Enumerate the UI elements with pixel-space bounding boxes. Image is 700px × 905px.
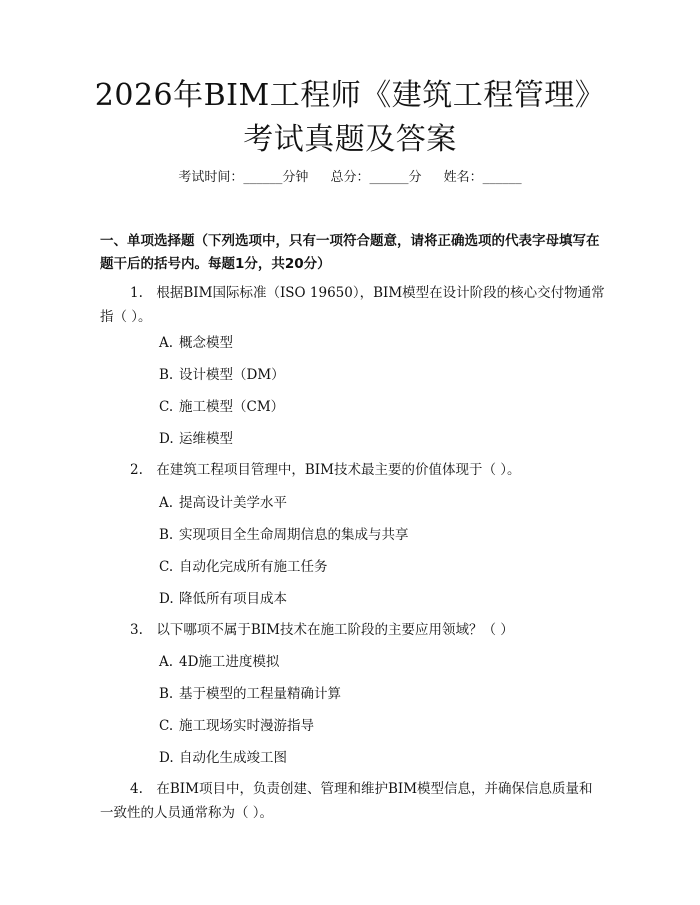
question-stem: 2. 在建筑工程项目管理中，BIM技术最主要的价值体现于（ ）。	[130, 462, 521, 478]
option-letter: A.	[159, 654, 174, 670]
answer-option[interactable]	[159, 589, 287, 609]
option-text: 设计模型（DM）	[179, 367, 285, 383]
answer-option[interactable]	[159, 748, 287, 768]
option-letter: B.	[159, 367, 174, 383]
name-field: 姓名：______	[443, 170, 522, 185]
question-stem: 1. 根据BIM国际标准（ISO 19650），BIM模型在设计阶段的核心交付物通常指（ ）。	[100, 285, 605, 325]
total-score-field: 总分：______分	[330, 170, 422, 185]
answer-option[interactable]	[159, 652, 279, 672]
page-title: 2026年BIM工程师《建筑工程管理》考试真题及答案	[94, 78, 606, 157]
option-text: 概念模型	[179, 335, 233, 351]
option-text: 自动化生成竣工图	[179, 750, 287, 766]
answer-option[interactable]	[159, 716, 314, 736]
option-text: 提高设计美学水平	[179, 495, 287, 511]
exam-time-field: 考试时间：______分钟	[178, 170, 309, 185]
option-letter: C.	[159, 559, 174, 575]
option-letter: C.	[159, 399, 174, 415]
option-letter: D.	[159, 431, 174, 447]
option-letter: D.	[159, 591, 174, 607]
answer-option[interactable]	[159, 684, 341, 704]
answer-option[interactable]	[159, 365, 285, 385]
answer-option[interactable]	[159, 525, 409, 545]
question-stem: 3. 以下哪项不属于BIM技术在施工阶段的主要应用领域？（ ）	[130, 622, 514, 638]
option-letter: B.	[159, 686, 174, 702]
option-letter: A.	[159, 335, 174, 351]
section-heading: 一、单项选择题（下列选项中，只有一项符合题意，请将正确选项的代表字母填写在题干后的括号内。每题1分，共20分）	[100, 233, 600, 272]
option-text: 自动化完成所有施工任务	[179, 559, 328, 575]
exam-meta	[0, 168, 700, 188]
answer-option[interactable]	[159, 557, 328, 577]
option-text: 施工模型（CM）	[179, 399, 285, 415]
option-letter: B.	[159, 527, 174, 543]
option-letter: A.	[159, 495, 174, 511]
answer-option[interactable]	[159, 429, 233, 449]
option-text: 4D施工进度模拟	[179, 654, 280, 670]
option-text: 实现项目全生命周期信息的集成与共享	[179, 527, 409, 543]
option-letter: D.	[159, 750, 174, 766]
answer-option[interactable]	[159, 333, 233, 353]
option-text: 降低所有项目成本	[179, 591, 287, 607]
option-text: 施工现场实时漫游指导	[179, 718, 314, 734]
answer-option[interactable]	[159, 493, 287, 513]
question-stem: 4. 在BIM项目中，负责创建、管理和维护BIM模型信息，并确保信息质量和一致性的人员通常称为（ ）。	[100, 781, 593, 821]
answer-option[interactable]	[159, 397, 284, 417]
option-letter: C.	[159, 718, 174, 734]
option-text: 基于模型的工程量精确计算	[179, 686, 341, 702]
option-text: 运维模型	[179, 431, 233, 447]
